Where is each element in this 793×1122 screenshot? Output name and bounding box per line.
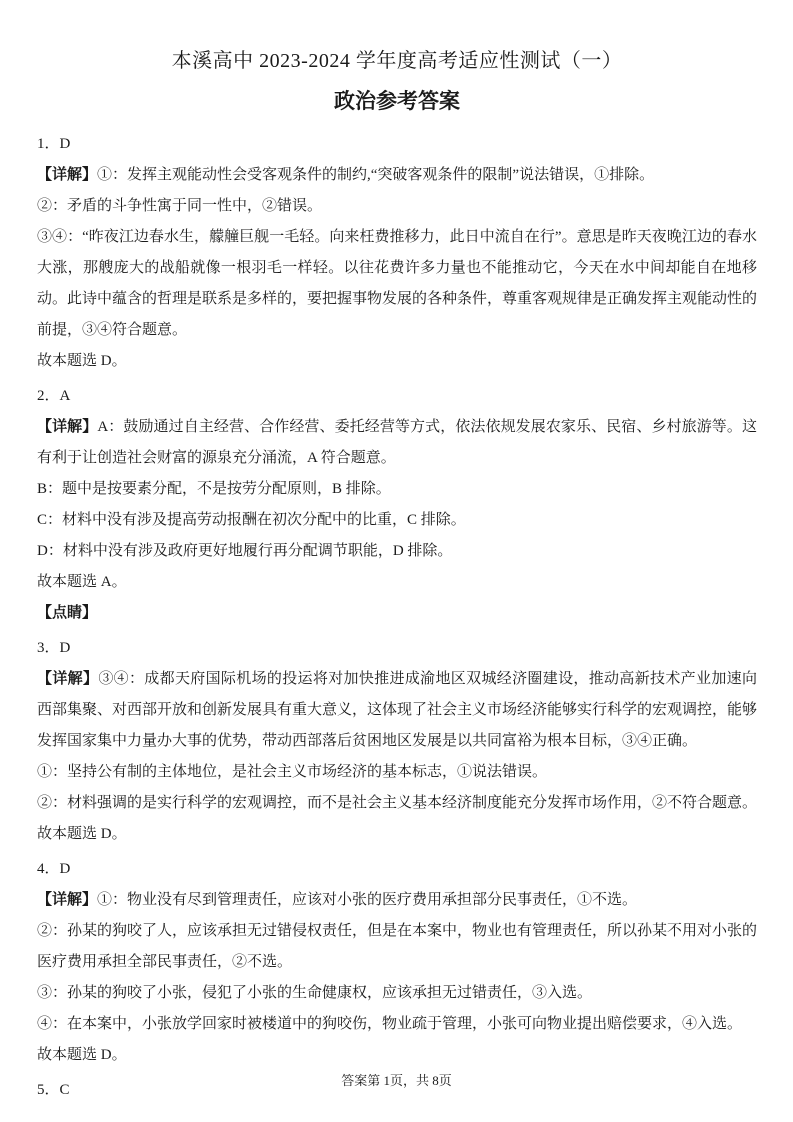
page-footer: 答案第 1页，共 8页 (341, 1073, 452, 1088)
paragraph-text: ①：物业没有尽到管理责任，应该对小张的医疗费用承担部分民事责任，①不选。 (97, 892, 638, 908)
question-number: 5．C (37, 1082, 70, 1098)
paragraph-text: ②：孙某的狗咬了人，应该承担无过错侵权责任，但是在本案中，物业也有管理责任，所以孙某不用对小张的医疗费用承担全部民事责任，②不选。 (37, 923, 758, 970)
paragraph-text: ②：矛盾的斗争性寓于同一性中，②错误。 (37, 198, 323, 214)
explanation-paragraph (37, 536, 757, 567)
paragraph-text: ①：发挥主观能动性会受客观条件的制约,“突破客观条件的限制”说法错误，①排除。 (97, 167, 655, 183)
conclusion-line (37, 346, 757, 377)
paragraph-text: C：材料中没有涉及提高劳动报酬在初次分配中的比重，C 排除。 (37, 512, 466, 528)
document-subtitle: 政治参考答案 (334, 89, 460, 113)
paragraph-text: ④：在本案中，小张放学回家时被楼道中的狗咬伤，物业疏于管理，小张可向物业提出赔偿要求，④入选。 (37, 1016, 743, 1032)
paragraph-text: ③：孙某的狗咬了小张，侵犯了小张的生命健康权，应该承担无过错责任，③入选。 (37, 985, 593, 1001)
explanation-paragraph (37, 191, 757, 222)
explanation-paragraph (37, 412, 757, 474)
explanation-paragraph (37, 978, 757, 1009)
detail-label: 【详解】 (37, 167, 98, 183)
conclusion-line (37, 567, 757, 598)
explanation-paragraph (37, 160, 757, 191)
tip-label: 【点睛】 (37, 605, 98, 621)
question-number: 4．D (37, 861, 71, 877)
paragraph-text: ③④：“昨夜江边春水生，艨艟巨舰一毛轻。向来枉费推移力，此日中流自在行”。意思是昨天夜晚江边的春水大涨，那艘庞大的战船就像一根羽毛一样轻。以往花费许多力量也不能推动它，今天在水中间却能自在地移动。此诗中蕴含的哲理是联系是多样的，要把握事物发展的各种条件，尊重客观规律是正确发挥主观能动性的前提，③④符合题意。 (37, 229, 758, 338)
paragraph-text: 故本题选 D。 (37, 1047, 127, 1063)
explanation-paragraph (37, 664, 757, 757)
explanation-paragraph (37, 505, 757, 536)
answer-item-1 (37, 129, 757, 377)
paragraph-text: 故本题选 D。 (37, 353, 127, 369)
conclusion-line (37, 1040, 757, 1071)
tip-paragraph (37, 598, 757, 629)
question-number: 1．D (37, 136, 71, 152)
explanation-paragraph (37, 474, 757, 505)
paragraph-text: D：材料中没有涉及政府更好地履行再分配调节职能，D 排除。 (37, 543, 453, 559)
answer-item-2 (37, 381, 757, 629)
paragraph-text: B：题中是按要素分配，不是按劳分配原则，B 排除。 (37, 481, 391, 497)
question-number: 2．A (37, 388, 71, 404)
document-title: 本溪高中 2023-2024 学年度高考适应性测试（一） (171, 50, 623, 72)
paragraph-text: A：鼓励通过自主经营、合作经营、委托经营等方式，依法依规发展农家乐、民宿、乡村旅游等。这有利于让创造社会财富的源泉充分涌流，A 符合题意。 (37, 419, 757, 466)
detail-label: 【详解】 (37, 419, 98, 435)
paragraph-text: 故本题选 D。 (37, 826, 127, 842)
paragraph-text: ②：材料强调的是实行科学的宏观调控，而不是社会主义基本经济制度能充分发挥市场作用，②不符合题意。 (37, 795, 758, 811)
explanation-paragraph (37, 788, 757, 819)
conclusion-line (37, 819, 757, 850)
question-number: 3．D (37, 640, 71, 656)
answer-item-3 (37, 633, 757, 850)
explanation-paragraph (37, 916, 757, 978)
answer-item-4 (37, 854, 757, 1071)
answers-body (37, 129, 757, 1106)
explanation-paragraph (37, 222, 757, 346)
detail-label: 【详解】 (37, 671, 99, 687)
explanation-paragraph (37, 1009, 757, 1040)
explanation-paragraph (37, 757, 757, 788)
explanation-paragraph (37, 885, 757, 916)
paragraph-text: ③④：成都天府国际机场的投运将对加快推进成渝地区双城经济圈建设，推动高新技术产业加速向西部集聚、对西部开放和创新发展具有重大意义，这体现了社会主义市场经济能够实行科学的宏观调控，能够发挥国家集中力量办大事的优势，带动西部落后贫困地区发展是以共同富裕为根本目标，③④正确。 (37, 671, 758, 749)
paragraph-text: 故本题选 A。 (37, 574, 127, 590)
paragraph-text: ①：坚持公有制的主体地位，是社会主义市场经济的基本标志，①说法错误。 (37, 764, 548, 780)
detail-label: 【详解】 (37, 892, 98, 908)
